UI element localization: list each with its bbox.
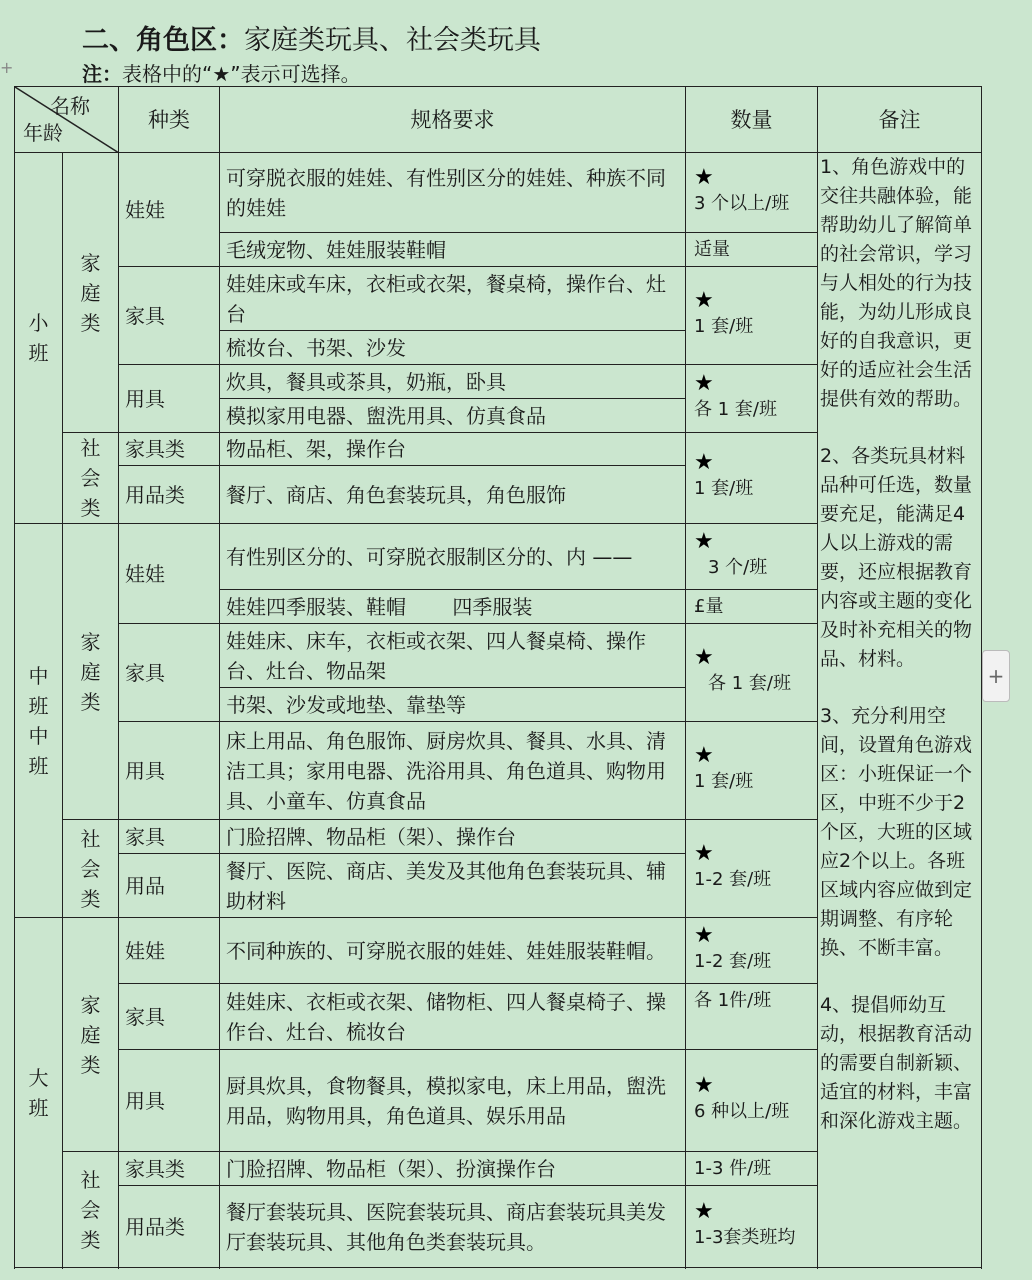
star-icon: ★ bbox=[694, 370, 714, 396]
spec-cell: 门脸招牌、物品柜（架）、操作台 bbox=[220, 820, 686, 854]
remark-3: 3、充分利用空间，设置角色游戏区：小班保证一个区，中班不少于2个区，大班的区域应2个以上。各班区域内容应做到定期调整、有序轮换、不断丰富。 bbox=[820, 705, 973, 959]
kind-cell: 家具类 bbox=[119, 1152, 220, 1186]
remark-4: 4、提倡师幼互动，根据教育活动的需要自制新颖、适宜的材料，丰富和深化游戏主题。 bbox=[820, 994, 973, 1132]
qty-value: 1-2 套/班 bbox=[694, 868, 772, 890]
qty-cell bbox=[686, 524, 818, 590]
title-text: 家庭类玩具、社会类玩具 bbox=[244, 25, 541, 56]
kind-cell: 用品类 bbox=[119, 466, 220, 524]
header-name: 名称 bbox=[50, 94, 90, 118]
note-text: 表格中的“★”表示可选择。 bbox=[122, 62, 361, 86]
qty-cell bbox=[686, 1050, 818, 1152]
spec-cell: 娃娃床或车床，衣柜或衣架，餐桌椅，操作台、灶台 bbox=[220, 267, 686, 331]
note-prefix: 注： bbox=[82, 62, 122, 86]
qty-value: 3 个以上/班 bbox=[694, 192, 790, 214]
kind-cell: 家具 bbox=[119, 820, 220, 854]
star-icon: ★ bbox=[694, 1072, 714, 1098]
kind-cell: 用具 bbox=[119, 1050, 220, 1152]
category-large-social bbox=[63, 1152, 119, 1268]
qty-cell bbox=[686, 624, 818, 722]
category-small-social bbox=[63, 433, 119, 524]
qty-value: 1-3套类班均 bbox=[694, 1226, 796, 1248]
spec-cell: 书架、沙发或地垫、靠垫等 bbox=[220, 688, 686, 722]
spec-cell: 炊具，餐具或茶具，奶瓶，卧具 bbox=[220, 365, 686, 399]
qty-value: 3 个/班 bbox=[708, 556, 768, 578]
category-label: 社会类 bbox=[80, 826, 101, 911]
category-label: 家庭类 bbox=[80, 250, 101, 335]
category-label: 社会类 bbox=[80, 1167, 101, 1252]
spec-cell: 娃娃四季服装、鞋帽 四季服装 bbox=[220, 590, 686, 624]
header-kind: 种类 bbox=[119, 87, 220, 153]
spec-cell: 娃娃床、衣柜或衣架、储物柜、四人餐桌椅子、操作台、灶台、梳妆台 bbox=[220, 984, 686, 1050]
spec-cell: 有性别区分的、可穿脱衣服制区分的、内 —— bbox=[220, 524, 686, 590]
star-icon: ★ bbox=[694, 922, 714, 948]
zoom-in-button[interactable]: + bbox=[982, 650, 1010, 702]
grade-small-label: 小班 bbox=[28, 311, 49, 365]
qty-value: 各 1 套/班 bbox=[694, 398, 777, 420]
category-middle-social bbox=[63, 820, 119, 918]
table-note bbox=[82, 58, 361, 87]
spec-cell: 床上用品、角色服饰、厨房炊具、餐具、水具、清洁工具；家用电器、洗浴用具、角色道具、购物用具、小童车、仿真食品 bbox=[220, 722, 686, 820]
spec-cell: 可穿脱衣服的娃娃、有性别区分的娃娃、种族不同的娃娃 bbox=[220, 153, 686, 233]
kind-cell: 娃娃 bbox=[119, 153, 220, 267]
kind-cell: 家具类 bbox=[119, 433, 220, 466]
qty-value: 各 1 套/班 bbox=[708, 672, 791, 694]
qty-value: 1 套/班 bbox=[694, 315, 754, 337]
header-spec: 规格要求 bbox=[220, 87, 686, 153]
grade-small bbox=[15, 153, 63, 524]
kind-cell: 用品类 bbox=[119, 1186, 220, 1268]
qty-cell: £量 bbox=[686, 590, 818, 624]
star-icon: ★ bbox=[694, 742, 714, 768]
page-title bbox=[82, 18, 541, 57]
spec-cell: 毛绒宠物、娃娃服装鞋帽 bbox=[220, 233, 686, 267]
grade-large bbox=[15, 918, 63, 1268]
grade-middle bbox=[15, 524, 63, 918]
category-label: 家庭类 bbox=[80, 629, 101, 714]
qty-cell: 适量 bbox=[686, 233, 818, 267]
qty-value: 6 种以上/班 bbox=[694, 1100, 790, 1122]
kind-cell: 用品 bbox=[119, 854, 220, 918]
grade-middle-label: 中班中班 bbox=[28, 663, 49, 778]
qty-cell bbox=[686, 267, 818, 365]
spec-cell: 厨具炊具，食物餐具，模拟家电，床上用品，盥洗用品，购物用具，角色道具、娱乐用品 bbox=[220, 1050, 686, 1152]
qty-cell: 1-3 件/班 bbox=[686, 1152, 818, 1186]
category-small-family bbox=[63, 153, 119, 433]
qty-value: 1 套/班 bbox=[694, 478, 754, 499]
qty-cell bbox=[686, 153, 818, 233]
toy-spec-table bbox=[14, 86, 982, 1268]
star-icon: ★ bbox=[694, 840, 714, 866]
qty-value: 1-2 套/班 bbox=[694, 950, 772, 972]
kind-cell: 家具 bbox=[119, 624, 220, 722]
remarks-cell bbox=[818, 153, 982, 1268]
star-icon: ★ bbox=[694, 1198, 714, 1224]
table-row bbox=[15, 153, 982, 233]
qty-cell bbox=[686, 820, 818, 918]
spec-cell: 模拟家用电器、盥洗用具、仿真食品 bbox=[220, 399, 686, 433]
remark-2: 2、各类玩具材料品种可任选，数量要充足，能满足4人以上游戏的需要，还应根据教育内容或主题的变化及时补充相关的物品、材料。 bbox=[820, 445, 973, 670]
kind-cell: 娃娃 bbox=[119, 918, 220, 984]
header-age: 年龄 bbox=[23, 121, 63, 145]
kind-cell: 家具 bbox=[119, 984, 220, 1050]
qty-cell bbox=[686, 1186, 818, 1268]
kind-cell: 娃娃 bbox=[119, 524, 220, 624]
qty-cell bbox=[686, 365, 818, 433]
category-label: 家庭类 bbox=[80, 992, 101, 1077]
qty-cell: 各 1件/班 bbox=[686, 984, 818, 1050]
spec-cell: 娃娃床、床车，衣柜或衣架、四人餐桌椅、操作台、灶台、物品架 bbox=[220, 624, 686, 688]
qty-cell bbox=[686, 722, 818, 820]
header-diagonal-cell bbox=[15, 87, 119, 153]
spec-cell: 餐厅、商店、角色套装玩具，角色服饰 bbox=[220, 466, 686, 524]
header-qty: 数量 bbox=[686, 87, 818, 153]
star-icon: ★ bbox=[694, 287, 714, 313]
category-large-family bbox=[63, 918, 119, 1152]
star-icon: ★ bbox=[694, 164, 714, 190]
spec-cell: 门脸招牌、物品柜（架）、扮演操作台 bbox=[220, 1152, 686, 1186]
spec-cell: 餐厅、医院、商店、美发及其他角色套装玩具、辅助材料 bbox=[220, 854, 686, 918]
spec-cell: 物品柜、架，操作台 bbox=[220, 433, 686, 466]
kind-cell: 家具 bbox=[119, 267, 220, 365]
qty-value: 1 套/班 bbox=[694, 770, 754, 792]
spec-cell: 餐厅套装玩具、医院套装玩具、商店套装玩具美发厅套装玩具、其他角色类套装玩具。 bbox=[220, 1186, 686, 1268]
side-marker-icon: + bbox=[0, 58, 14, 77]
remark-1: 1、角色游戏中的交往共融体验，能帮助幼儿了解简单的社会常识，学习与人相处的行为技能，为幼儿形成良好的自我意识，更好的适应社会生活提供有效的帮助。 bbox=[820, 156, 973, 410]
category-middle-family bbox=[63, 524, 119, 820]
kind-cell: 用具 bbox=[119, 722, 220, 820]
star-icon: ★ bbox=[694, 644, 714, 670]
spec-cell: 梳妆台、书架、沙发 bbox=[220, 331, 686, 365]
header-row bbox=[15, 87, 982, 153]
qty-cell bbox=[686, 918, 818, 984]
qty-cell bbox=[686, 433, 818, 524]
grade-large-label: 大班 bbox=[28, 1065, 49, 1120]
header-remark: 备注 bbox=[818, 87, 982, 153]
title-prefix: 二、角色区： bbox=[82, 25, 244, 56]
star-icon: ★ bbox=[694, 528, 714, 554]
star-icon: ★ bbox=[694, 450, 714, 475]
category-label: 社会类 bbox=[80, 436, 101, 520]
spec-cell: 不同种族的、可穿脱衣服的娃娃、娃娃服装鞋帽。 bbox=[220, 918, 686, 984]
kind-cell: 用具 bbox=[119, 365, 220, 433]
